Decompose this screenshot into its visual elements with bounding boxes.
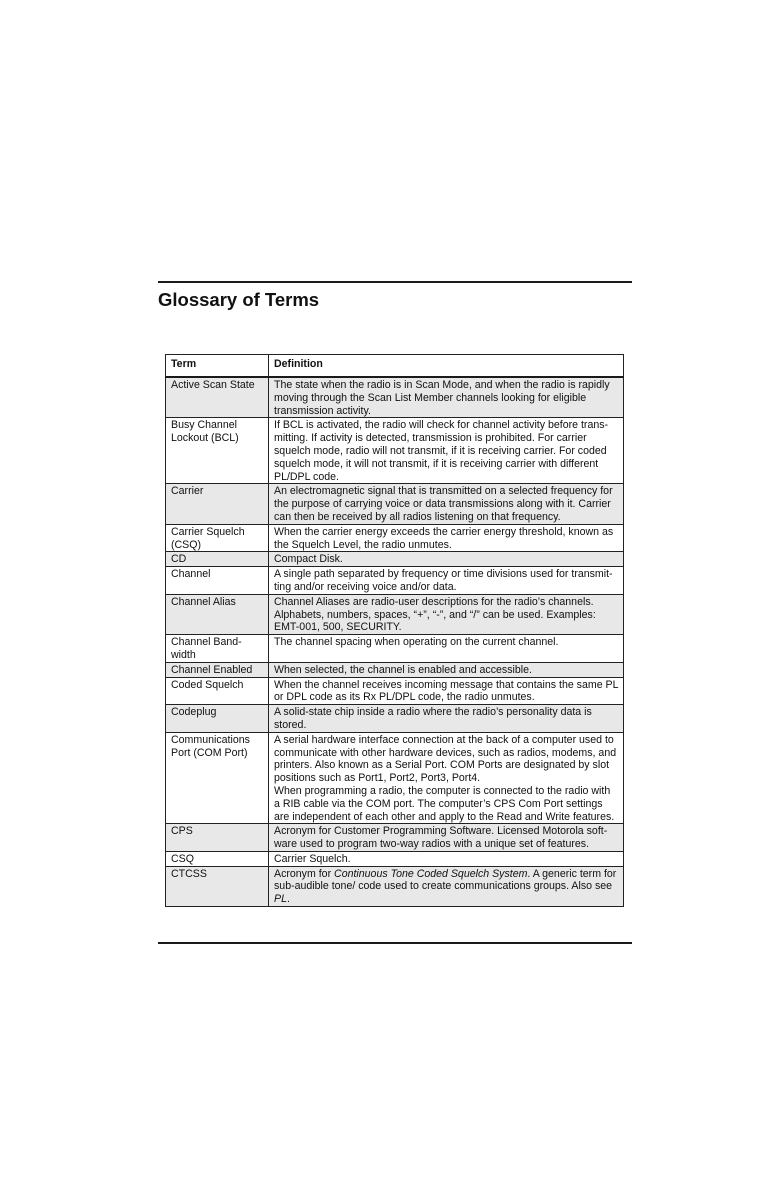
table-row [166, 524, 624, 552]
table-row [166, 552, 624, 567]
definition-cell [269, 732, 624, 824]
table-row [166, 851, 624, 866]
table-row [166, 594, 624, 634]
term-cell: Communications Port (COM Port) [166, 732, 269, 824]
definition-cell: An electromagnetic signal that is transmitted on a selected frequency for the purpose of carrying voice or data transmissions along with it. Carrier can then be received by all radios listening on that frequency. [269, 484, 624, 524]
term-cell: Carrier [166, 484, 269, 524]
term-cell: Channel Alias [166, 594, 269, 634]
term-cell: Codeplug [166, 705, 269, 733]
table-row [166, 662, 624, 677]
definition-cell [269, 866, 624, 906]
term-cell: Active Scan State [166, 377, 269, 418]
definition-cell: When selected, the channel is enabled and accessible. [269, 662, 624, 677]
table-row [166, 484, 624, 524]
definition-cell: Channel Aliases are radio-user descriptions for the radio’s channels. Alphabets, numbers, spaces, “+”, “-”, and “/” can be used. Examples: EMT-001, 500, SECURITY. [269, 594, 624, 634]
page-title: Glossary of Terms [158, 289, 320, 310]
bottom-rule [158, 942, 632, 944]
table-row [166, 418, 624, 484]
table-row [166, 732, 624, 824]
definition-italic-text: Continuous Tone Coded Squelch System [334, 867, 528, 880]
table-header-row [166, 355, 624, 378]
term-cell: Channel Enabled [166, 662, 269, 677]
table-row [166, 567, 624, 595]
definition-paragraph: A serial hardware interface connection at the back of a computer used to communicate with other hardware devices, such as radios, modems, and printers. Also known as a Serial Port. COM Ports are designated by slot positions such as Port1, Port2, Port3, Port4. [274, 733, 617, 785]
term-cell: Carrier Squelch (CSQ) [166, 524, 269, 552]
definition-cell: If BCL is activated, the radio will check for channel activity before trans-mitting. If activity is detected, transmission is prohibited. For carrier squelch mode, radio will not transmit, if it is receiving carrier. For coded squelch mode, it will not transmit, if it is receiving carrier with different PL/DPL code. [269, 418, 624, 484]
term-cell: Coded Squelch [166, 677, 269, 705]
definition-cell: The channel spacing when operating on the current channel. [269, 635, 624, 663]
glossary-table [165, 354, 624, 907]
definition-cell: Compact Disk. [269, 552, 624, 567]
definition-cell: Carrier Squelch. [269, 851, 624, 866]
term-cell: Channel [166, 567, 269, 595]
definition-text: . [286, 893, 290, 906]
table-row [166, 377, 624, 418]
table-row [166, 635, 624, 663]
definition-cell: The state when the radio is in Scan Mode, and when the radio is rapidly moving through the Scan List Member channels looking for eligible transmission activity. [269, 377, 624, 418]
definition-cell: When the channel receives incoming message that contains the same PL or DPL code as its Rx PL/DPL code, the radio unmutes. [269, 677, 624, 705]
term-cell: CTCSS [166, 866, 269, 906]
table-row [166, 705, 624, 733]
definition-cell: Acronym for Customer Programming Software. Licensed Motorola soft-ware used to program two-way radios with a unique set of features. [269, 824, 624, 852]
term-cell: CPS [166, 824, 269, 852]
term-cell: CD [166, 552, 269, 567]
table-row [166, 866, 624, 906]
definition-cell: A single path separated by frequency or time divisions used for transmit-ting and/or receiving voice and/or data. [269, 567, 624, 595]
definition-cell: A solid-state chip inside a radio where the radio’s personality data is stored. [269, 705, 624, 733]
definition-italic-text: PL [274, 893, 287, 906]
definition-cell: When the carrier energy exceeds the carrier energy threshold, known as the Squelch Level, the radio unmutes. [269, 524, 624, 552]
definition-text: Acronym for [274, 867, 335, 880]
table-row [166, 824, 624, 852]
term-cell: Channel Band-width [166, 635, 269, 663]
table-row [166, 677, 624, 705]
term-cell: Busy Channel Lockout (BCL) [166, 418, 269, 484]
definition-paragraph: When programming a radio, the computer is connected to the radio with a RIB cable via the COM port. The computer’s CPS Com Port settings are independent of each other and apply to the Read and Write features. [274, 784, 615, 823]
definition-column-header: Definition [269, 355, 624, 378]
definition-text: . A generic term for sub-audible tone/ code used to create communications groups. Also see [274, 867, 617, 893]
top-rule [158, 281, 632, 283]
term-column-header: Term [166, 355, 269, 378]
term-cell: CSQ [166, 851, 269, 866]
